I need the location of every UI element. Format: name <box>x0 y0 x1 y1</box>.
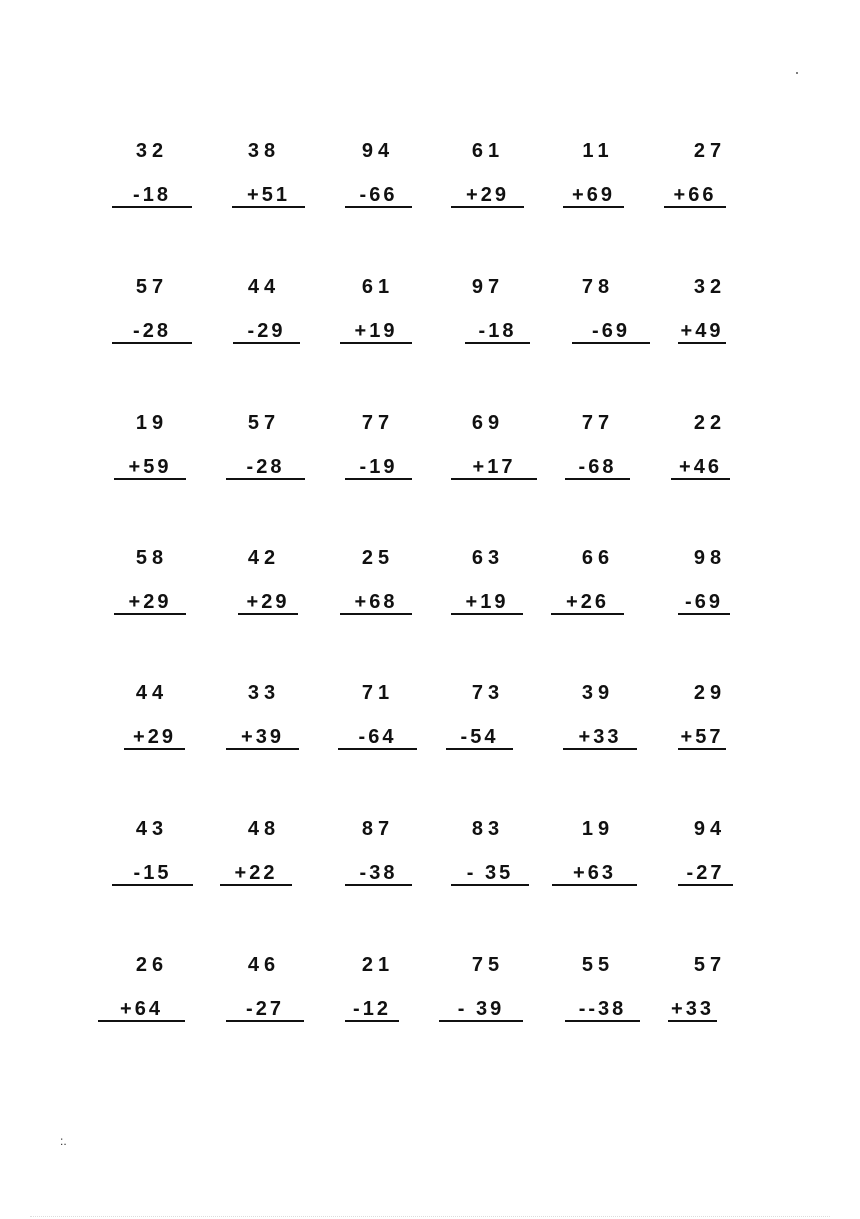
problem <box>102 954 202 1034</box>
problem-bottom-number: +49 <box>678 320 726 344</box>
problem <box>438 682 538 762</box>
problem-top-number: 61 <box>361 276 395 298</box>
problem <box>438 276 538 356</box>
problem-top-number: 33 <box>247 682 281 704</box>
problem-top-number: 66 <box>581 547 615 569</box>
problem-bottom-number: -69 <box>678 591 730 615</box>
problem <box>548 818 648 898</box>
problem <box>660 682 760 762</box>
problem <box>438 954 538 1034</box>
problem-top-number: 57 <box>693 954 727 976</box>
problem-top-number: 39 <box>581 682 615 704</box>
problem-bottom-number: +57 <box>678 726 726 750</box>
problem-top-number: 77 <box>581 412 615 434</box>
problem-top-number: 58 <box>135 547 169 569</box>
problem-bottom-number: -18 <box>112 184 192 208</box>
problem <box>328 412 428 492</box>
problem-top-number: 32 <box>135 140 169 162</box>
problem-top-number: 21 <box>361 954 395 976</box>
problem <box>328 682 428 762</box>
problem-top-number: 26 <box>135 954 169 976</box>
problem <box>660 276 760 356</box>
problem-top-number: 98 <box>693 547 727 569</box>
problem-top-number: 46 <box>247 954 281 976</box>
problem-top-number: 29 <box>693 682 727 704</box>
problem <box>328 547 428 627</box>
problem <box>102 547 202 627</box>
problem-bottom-number: +29 <box>238 591 298 615</box>
problem <box>438 547 538 627</box>
problem <box>214 954 314 1034</box>
problem-top-number: 19 <box>581 818 615 840</box>
problem-bottom-number: --38 <box>565 998 640 1022</box>
problem-bottom-number: +39 <box>226 726 299 750</box>
problem <box>214 412 314 492</box>
problem-top-number: 73 <box>471 682 505 704</box>
problem-bottom-number: -38 <box>345 862 412 886</box>
problem-bottom-number: -27 <box>226 998 304 1022</box>
problem-bottom-number: +46 <box>671 456 730 480</box>
problem-bottom-number: +19 <box>451 591 523 615</box>
problem <box>548 682 648 762</box>
problem <box>548 276 648 356</box>
problem-bottom-number: +64 <box>98 998 185 1022</box>
problem <box>660 140 760 220</box>
problem-top-number: 87 <box>361 818 395 840</box>
problem <box>548 954 648 1034</box>
problem-bottom-number: +26 <box>551 591 624 615</box>
problem-top-number: 32 <box>693 276 727 298</box>
problem <box>102 412 202 492</box>
problem <box>548 547 648 627</box>
problem <box>214 547 314 627</box>
problem-top-number: 25 <box>361 547 395 569</box>
problem <box>328 140 428 220</box>
problem-top-number: 48 <box>247 818 281 840</box>
problem-top-number: 22 <box>693 412 727 434</box>
problem-top-number: 77 <box>361 412 395 434</box>
problem-top-number: 27 <box>693 140 727 162</box>
problem-bottom-number: -12 <box>345 998 399 1022</box>
bottom-dotted-rule <box>30 1216 830 1217</box>
problem <box>328 954 428 1034</box>
problem-bottom-number: +29 <box>451 184 524 208</box>
problem-top-number: 75 <box>471 954 505 976</box>
problem-bottom-number: +66 <box>664 184 726 208</box>
footer-mark: :. <box>60 1134 67 1148</box>
problem <box>438 412 538 492</box>
problem-bottom-number: +19 <box>340 320 412 344</box>
problem <box>660 954 760 1034</box>
problem <box>328 276 428 356</box>
problem-top-number: 44 <box>135 682 169 704</box>
corner-dot <box>796 72 798 74</box>
problem <box>102 818 202 898</box>
problem-top-number: 78 <box>581 276 615 298</box>
problem-bottom-number: -69 <box>572 320 650 344</box>
problem-bottom-number: - 39 <box>439 998 523 1022</box>
problem-bottom-number: +51 <box>232 184 305 208</box>
problem <box>660 547 760 627</box>
problem <box>548 412 648 492</box>
problem-bottom-number: +68 <box>340 591 412 615</box>
problem-top-number: 57 <box>135 276 169 298</box>
problem-top-number: 42 <box>247 547 281 569</box>
problem-top-number: 11 <box>582 140 614 162</box>
problem-top-number: 83 <box>471 818 505 840</box>
problem <box>102 682 202 762</box>
problem-bottom-number: - 35 <box>451 862 529 886</box>
problem-top-number: 63 <box>471 547 505 569</box>
problem <box>214 140 314 220</box>
problem <box>214 818 314 898</box>
problem-bottom-number: +33 <box>563 726 637 750</box>
problem-top-number: 97 <box>471 276 505 298</box>
problem-bottom-number: -28 <box>112 320 192 344</box>
problem-bottom-number: +29 <box>124 726 185 750</box>
problem <box>102 140 202 220</box>
problem <box>214 276 314 356</box>
problem-top-number: 57 <box>247 412 281 434</box>
problem-bottom-number: -19 <box>345 456 412 480</box>
problem-bottom-number: -15 <box>112 862 193 886</box>
problem-bottom-number: +69 <box>563 184 624 208</box>
problem-top-number: 71 <box>361 682 395 704</box>
problem-top-number: 55 <box>581 954 615 976</box>
problem-top-number: 43 <box>135 818 169 840</box>
problem-bottom-number: -68 <box>565 456 630 480</box>
problem-bottom-number: +22 <box>220 862 292 886</box>
problem-top-number: 38 <box>247 140 281 162</box>
problem-bottom-number: -54 <box>446 726 513 750</box>
problem-top-number: 69 <box>471 412 505 434</box>
problem <box>548 140 648 220</box>
problem-bottom-number: -27 <box>678 862 733 886</box>
problem-bottom-number: -18 <box>465 320 530 344</box>
problem-bottom-number: +33 <box>668 998 717 1022</box>
problem-bottom-number: +59 <box>114 456 186 480</box>
problem-top-number: 94 <box>693 818 727 840</box>
problem-top-number: 94 <box>361 140 395 162</box>
problem-bottom-number: -29 <box>233 320 300 344</box>
problem <box>660 818 760 898</box>
problem-top-number: 61 <box>471 140 505 162</box>
problem-bottom-number: -66 <box>345 184 412 208</box>
problem-bottom-number: -64 <box>338 726 417 750</box>
problem-top-number: 44 <box>247 276 281 298</box>
problem-bottom-number: +17 <box>451 456 537 480</box>
problem-bottom-number: +29 <box>114 591 186 615</box>
problem <box>214 682 314 762</box>
problem <box>328 818 428 898</box>
problem <box>438 818 538 898</box>
problem <box>102 276 202 356</box>
problem-top-number: 19 <box>135 412 169 434</box>
problem-bottom-number: -28 <box>226 456 305 480</box>
problem <box>438 140 538 220</box>
problem <box>660 412 760 492</box>
problem-bottom-number: +63 <box>552 862 637 886</box>
